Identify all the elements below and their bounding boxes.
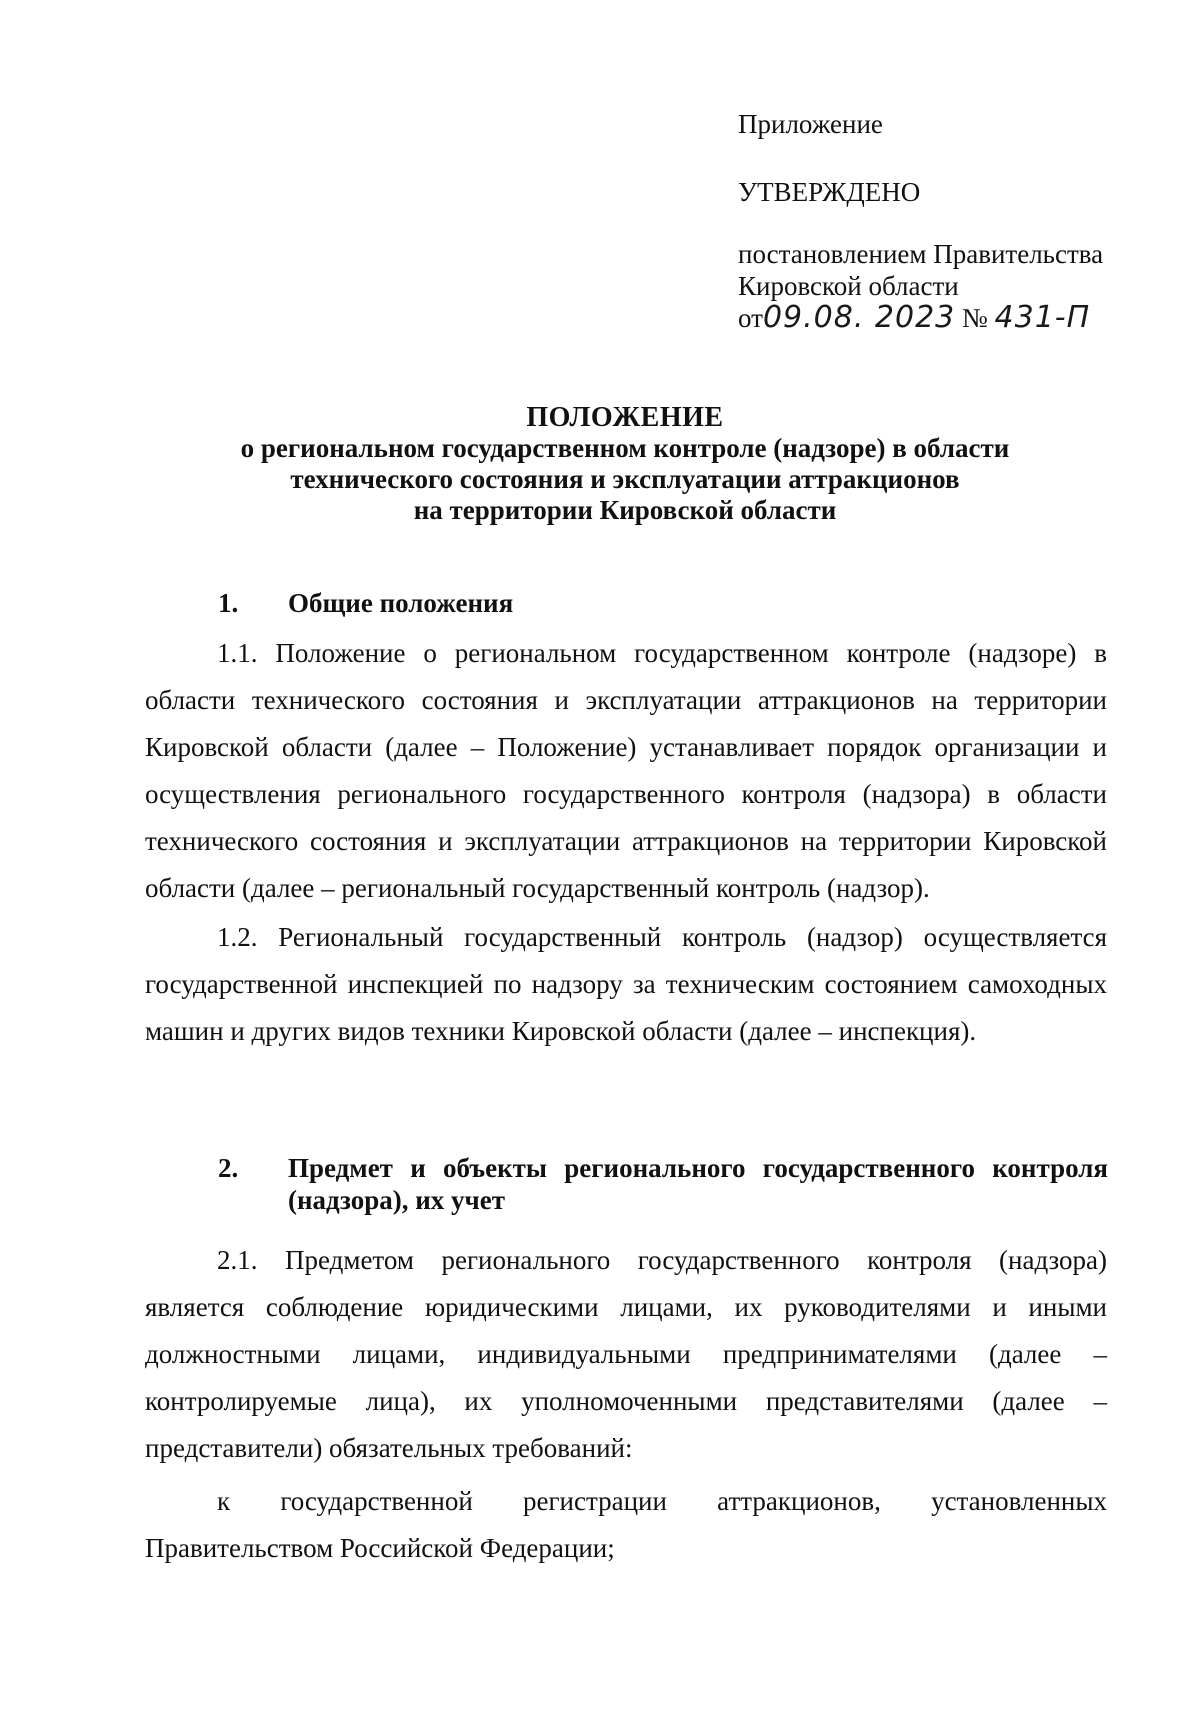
document-title: [140, 402, 1110, 526]
title-line-2: технического состояния и эксплуатации аттракционов: [290, 464, 960, 494]
handwritten-number: 431-П: [994, 300, 1091, 335]
section-1-heading: [218, 587, 1108, 619]
title-line-3: на территории Кировской области: [413, 495, 837, 525]
number-prefix: №: [962, 303, 988, 333]
paragraph-1-1: 1.1. Положение о региональном государственном контроле (надзоре) в области технического состояния и эксплуатации аттракционов на территории Кировской области (далее – Положение) устанавливает порядок организации и осуществления регионального государственного контроля (надзора) в области технического состояния и эксплуатации аттракционов на территории Кировской области (далее – региональный государственный контроль (надзор).: [145, 638, 1107, 903]
approval-date-line: [738, 302, 1178, 334]
section-2-heading: [218, 1152, 1108, 1216]
title-main: ПОЛОЖЕНИЕ: [526, 402, 724, 433]
appendix-label: Приложение: [738, 109, 883, 139]
title-line-1: о региональном государственном контроле (надзоре) в области: [240, 433, 1010, 463]
approval-block: [738, 108, 1178, 334]
paragraph-1-2: 1.2. Региональный государственный контроль (надзор) осуществляется государственной инспекцией по надзору за техническим состоянием самоходных машин и других видов техники Кировской области (далее – инспекция).: [145, 922, 1107, 1046]
handwritten-date: 09.08. 2023: [762, 300, 956, 335]
paragraph-2-1: 2.1. Предметом регионального государственного контроля (надзора) является соблюдение юридическими лицами, их руководителями и иными должностными лицами, индивидуальными предпринимателями (далее – контролируемые лица), их уполномоченными представителями (далее – представители) обязательных требований:: [145, 1245, 1107, 1463]
approved-label: УТВЕРЖДЕНО: [738, 177, 921, 207]
section-2-title: Предмет и объекты регионального государственного контроля (надзора), их учет: [288, 1153, 1108, 1215]
section-2-number: 2.: [218, 1153, 239, 1183]
approval-line-1: постановлением Правительства: [738, 239, 1104, 269]
date-prefix: от: [738, 303, 763, 333]
section-1-number: 1.: [218, 588, 239, 618]
approval-line-2: Кировской области: [738, 271, 959, 301]
section-1-title: Общие положения: [288, 588, 514, 618]
paragraph-2-1-item: к государственной регистрации аттракционов, установленных Правительством Российской Федерации;: [145, 1486, 1107, 1563]
